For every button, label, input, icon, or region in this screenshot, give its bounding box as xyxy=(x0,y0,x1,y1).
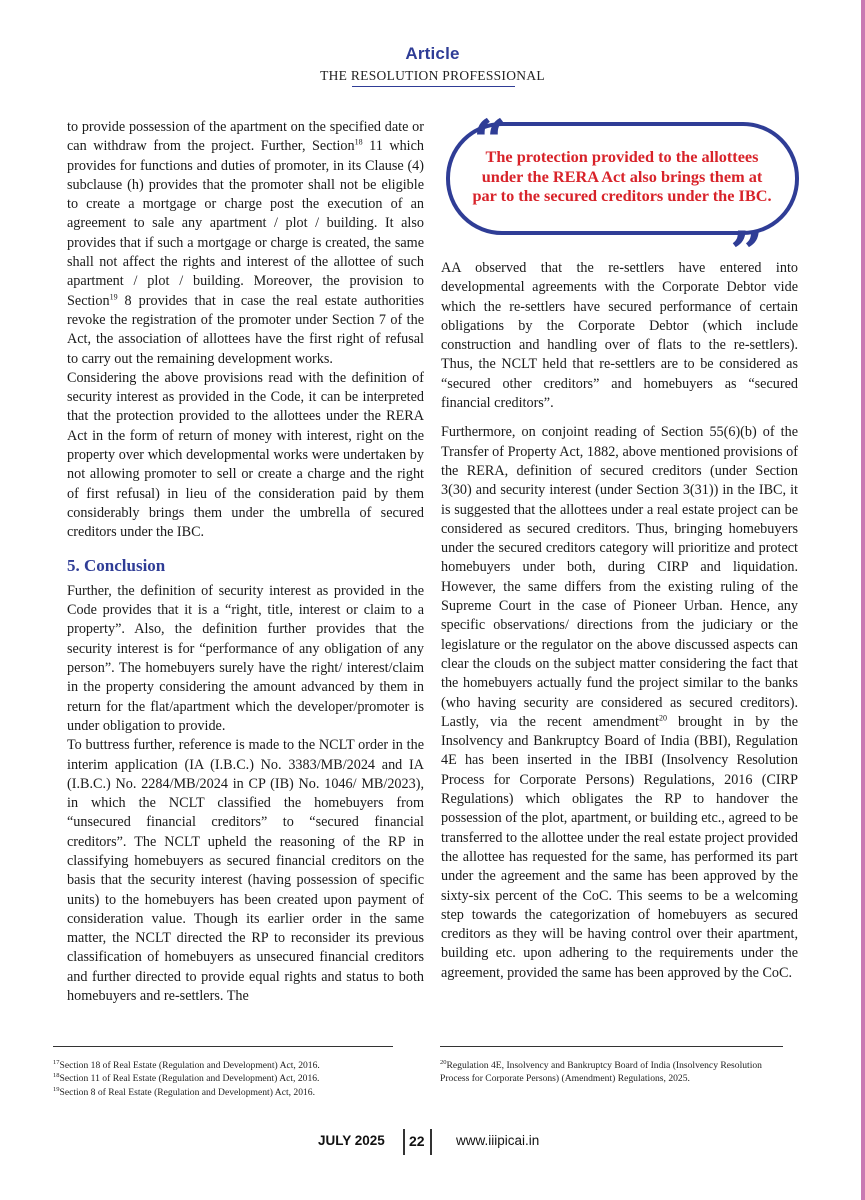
footnote-18 xyxy=(53,1072,413,1085)
footnote-number: 18 xyxy=(53,1072,60,1080)
right-paragraph-1: AA observed that the re-settlers have entered into developmental agreements with the Corporate Debtor vide which the re-settlers have secured performance of certain obligations by the Corporate Debtor (which include construction and handling over of flats to the re-settlers). Thus, the NCLT held that re-settlers are to be considered as “secured other creditors” and homebuyers as “secured financial creditors”. xyxy=(441,260,798,412)
website-link[interactable]: www.iiipicai.in xyxy=(456,1133,540,1148)
section-label: Article xyxy=(405,44,460,63)
footnote-text: Section 11 of Real Estate (Regulation and Development) Act, 2016. xyxy=(59,1073,320,1085)
footnote-divider-left xyxy=(53,1046,393,1047)
footer-divider xyxy=(430,1129,432,1155)
left-paragraph-3: Further, the definition of security interest as provided in the Code provides that it is a “right, title, interest or claim to a property”. Also, the definition further provides that the security interest is for “performance of any obligation of any person”. The homebuyers surely have the right/ interest/claim in the property considering the amount advanced by them in return for the flat/apartment which the developer/promoter is under obligation to provide. xyxy=(67,582,424,734)
page-header xyxy=(0,44,865,85)
magazine-title xyxy=(320,68,545,84)
page-footer xyxy=(0,1129,865,1157)
text-run: 8 provides that in case the real estate authorities revoke the registration of the promoter under Section 7 of the Act, the association of allottees have the first right of refusal to carry out the remaining development works. xyxy=(67,292,424,367)
left-paragraph-4: To buttress further, reference is made to the NCLT order in the interim application (IA (I.B.C.) No. 3383/MB/2024 and IA (I.B.C.) No. 2284/MB/2024 in CP (IB) No. 1046/ MB/2023), in which the NCLT classified the homebuyers from “unsecured financial creditors” to “secured financial creditors”. The NCLT upheld the reasoning of the RP in classifying homebuyers as secured financial creditors on the basis that the security interest (having possession of specific units) to the homebuyers has been created upon payment of consideration value. Though its earlier order in the same matter, the NCLT directed the RP to reconsider its previous classification of homebuyers as unsecured financial creditors and further directed to provide equal rights and status to both homebuyers and re-settlers. The xyxy=(67,737,424,1005)
magazine-title-text: THE RESOLUTION PROFESSIONAL xyxy=(320,68,545,83)
footer-divider xyxy=(403,1129,405,1155)
footnotes-left xyxy=(53,1059,413,1099)
left-paragraph-2: Considering the above provisions read with the definition of security interest as provided in the Code, it can be interpreted that the protection provided to the allottees under the RERA Act in the form of return of money with interest, right on the property over which developmental works were undertaken by not allowing promoter to sell or create a charge and the right of first refusal) in lieu of the consideration paid by them considerably brings them under the umbrella of secured creditors under the IBC. xyxy=(67,369,424,541)
footnote-17 xyxy=(53,1059,413,1072)
open-quote-icon: “ xyxy=(473,107,507,175)
footnote-ref-20: 20 xyxy=(658,713,667,723)
footnote-20 xyxy=(440,1059,790,1086)
section-heading-conclusion: 5. Conclusion xyxy=(67,555,166,575)
footnote-ref-18: 18 xyxy=(354,137,363,147)
page-number: 22 xyxy=(409,1133,425,1149)
left-paragraph-1 xyxy=(67,118,424,369)
issue-date: JULY 2025 xyxy=(318,1133,385,1148)
text-run: brought in by the Insolvency and Bankruptcy Board of India (BBI), Regulation 4E has been inserted in the IBBI (Insolvency Resolution Process for Corporate Persons) Regulations, 2016 (CIRP Regulations) which obligates the RP to handover the possession of the plot, apartment, or building etc., agreed to be transferred to the allottee under the real estate project provided the allottee has requested for the same, has performed its part under the agreement and the same has been approved by the sixty-six percent of the CoC. This seems to be a welcoming step towards the categorization of homebuyers as secured creditors as they will be having control over their apartment, building etc. upon adhering to the requirements under the agreement, provided the same has been approved by the CoC. xyxy=(441,713,798,981)
right-column xyxy=(441,259,798,983)
footnotes-right xyxy=(440,1059,790,1086)
page-edge-bar xyxy=(861,0,865,1200)
title-underline xyxy=(352,86,515,88)
left-column xyxy=(67,118,424,1006)
footnote-number: 20 xyxy=(440,1058,447,1066)
right-paragraph-2 xyxy=(441,423,798,983)
footnote-divider-right xyxy=(440,1046,783,1047)
footnote-ref-19: 19 xyxy=(109,291,118,301)
footnote-number: 17 xyxy=(53,1058,60,1066)
footnote-19 xyxy=(53,1086,413,1099)
text-run: to provide possession of the apartment on the specified date or can withdraw from the project. Further, Section xyxy=(67,119,424,155)
footnote-number: 19 xyxy=(53,1085,60,1093)
text-run: Furthermore, on conjoint reading of Section 55(6)(b) of the Transfer of Property Act, 1882, above mentioned provisions of the RERA, definition of secured creditors (under Section 3(30) and security interest (under Section 3(31)) in the IBC, it is suggested that the allottees under a real estate project can be considered as secured creditors. Thus, bringing homebuyers under the secured creditors category will prioritize and protect homebuyers under both, during CIRP and liquidation. However, the same differs from the existing ruling of the Supreme Court in the case of Pioneer Urban. Hence, any specific observations/ directions from the judiciary or the legislature or the regulator on the above discussed aspects can clear the clouds on the subject matter considering the fact that the homebuyers actually fund the project similar to the banks (who having security are considered as secured creditors). Lastly, via the recent amendment xyxy=(441,424,798,730)
pull-quote-text: The protection provided to the allottees under the RERA Act also brings them at par to the secured creditors under the IBC. xyxy=(472,147,772,205)
footnote-text: Regulation 4E, Insolvency and Bankruptcy Board of India (Insolvency Resolution Process for Corporate Persons) (Amendment) Regulations, 2025. xyxy=(440,1060,762,1085)
footnote-text: Section 8 of Real Estate (Regulation and Development) Act, 2016. xyxy=(59,1086,316,1098)
footnote-text: Section 18 of Real Estate (Regulation and Development) Act, 2016. xyxy=(59,1060,320,1071)
text-run: 11 which provides for functions and duties of promoter, in its Clause (4) subclause (h) provides that the promoter shall not be eligible to create a mortgage or charge post the execution of an agreement to sale any apartment / plot / building. It also provides that if such a mortgage or charge is created, the same shall not affect the rights and interest of the allottee of such apartment / plot / building. Moreover, the provision to Section xyxy=(67,138,425,309)
close-quote-icon: ” xyxy=(730,219,764,287)
